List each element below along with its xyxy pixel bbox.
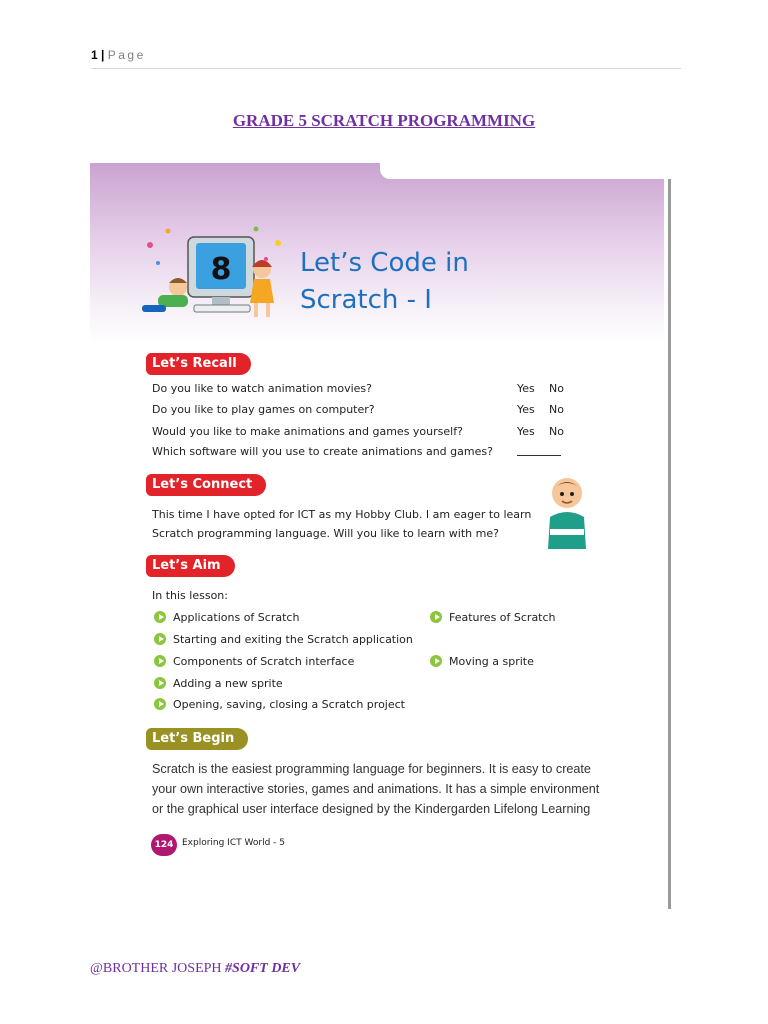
recall-no: No xyxy=(549,425,564,438)
document-footer xyxy=(90,961,300,977)
green-bullet-icon xyxy=(154,611,166,623)
aim-item: Adding a new sprite xyxy=(173,677,283,690)
lets-begin-heading: Let’s Begin xyxy=(146,728,248,750)
connect-line-1: This time I have opted for ICT as my Hobby Club. I am eager to learn xyxy=(152,508,532,521)
lets-connect-heading: Let’s Connect xyxy=(146,474,266,496)
aim-item: Features of Scratch xyxy=(449,611,556,624)
lets-aim-heading: Let’s Aim xyxy=(146,555,235,577)
begin-paragraph xyxy=(152,759,602,819)
connect-line-2: Scratch programming language. Will you like to learn with me? xyxy=(152,527,499,540)
chapter-title-line-2: Scratch - I xyxy=(300,285,432,315)
green-bullet-icon xyxy=(430,655,442,667)
header-page-word: Page xyxy=(107,48,146,62)
green-bullet-icon xyxy=(154,698,166,710)
begin-line-1: Scratch is the easiest programming language for beginners. It is easy to create xyxy=(152,762,591,776)
book-title: Exploring ICT World - 5 xyxy=(182,838,285,848)
chapter-title xyxy=(300,245,469,319)
begin-line-2: your own interactive stories, games and animations. It has a simple environment xyxy=(152,782,600,796)
textbook-page-scan xyxy=(90,163,672,909)
book-page-number: 124 xyxy=(151,834,177,856)
boy-character-illustration xyxy=(542,473,592,553)
aim-item: Moving a sprite xyxy=(449,655,534,668)
aim-item: Components of Scratch interface xyxy=(173,655,355,668)
header-page-number: 1 xyxy=(91,48,98,62)
recall-no: No xyxy=(549,382,564,395)
document-title: GRADE 5 SCRATCH PROGRAMMING xyxy=(232,111,536,130)
page-header xyxy=(91,48,681,69)
recall-question: Do you like to watch animation movies? xyxy=(152,382,373,395)
green-bullet-icon xyxy=(430,611,442,623)
green-bullet-icon xyxy=(154,677,166,689)
recall-yes: Yes xyxy=(517,425,535,438)
aim-item: Starting and exiting the Scratch application xyxy=(173,633,413,646)
chapter-number: 8 xyxy=(210,252,232,287)
aim-intro: In this lesson: xyxy=(152,589,228,602)
recall-no: No xyxy=(549,403,564,416)
recall-question: Do you like to play games on computer? xyxy=(152,403,375,416)
aim-item: Opening, saving, closing a Scratch project xyxy=(173,698,405,711)
recall-question: Which software will you use to create animations and games? xyxy=(152,445,493,458)
recall-yes: Yes xyxy=(517,403,535,416)
lets-recall-heading: Let’s Recall xyxy=(146,353,251,375)
recall-question: Would you like to make animations and games yourself? xyxy=(152,425,463,438)
answer-blank-line xyxy=(517,455,561,456)
begin-line-3: or the graphical user interface designed by the Kindergarden Lifelong Learning xyxy=(152,802,591,816)
recall-yes: Yes xyxy=(517,382,535,395)
footer-tag: #SOFT DEV xyxy=(225,961,301,976)
chapter-title-line-1: Let’s Code in xyxy=(300,248,469,278)
green-bullet-icon xyxy=(154,655,166,667)
footer-author: @BROTHER JOSEPH xyxy=(90,961,222,976)
aim-item: Applications of Scratch xyxy=(173,611,300,624)
page-edge-rule xyxy=(668,179,671,909)
header-separator: | xyxy=(101,48,105,62)
green-bullet-icon xyxy=(154,633,166,645)
kids-computer-illustration xyxy=(138,223,288,333)
